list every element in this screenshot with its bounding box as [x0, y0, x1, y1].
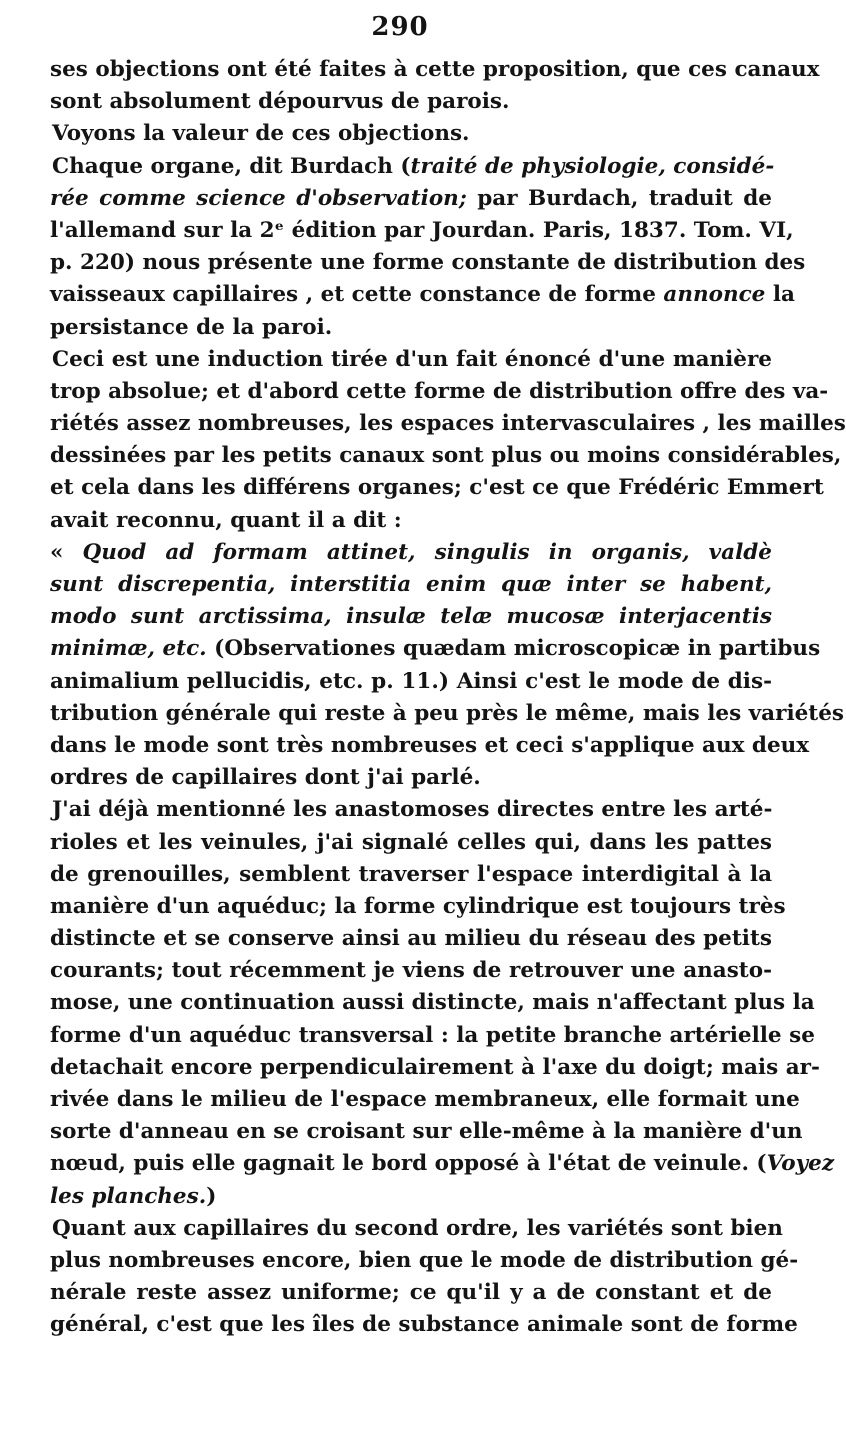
text-line	[50, 344, 772, 376]
text-line	[50, 1277, 772, 1309]
text-line	[50, 762, 772, 794]
italic-text: Voyez	[766, 1151, 835, 1177]
text-run: mose, une continuation aussi distincte, mais n'affectant plus la	[50, 990, 815, 1016]
text-run: vaisseaux capillaires , et cette constance de forme	[50, 282, 664, 308]
text-line	[50, 666, 772, 698]
text-run: p. 220) nous présente une forme constante de distribution des	[50, 250, 806, 276]
text-run: l'allemand sur la 2ᵉ édition par Jourdan. Paris, 1837. Tom. VI,	[50, 217, 794, 243]
text-line	[50, 827, 772, 859]
text-line	[50, 279, 795, 311]
text-line	[50, 891, 786, 923]
text-line	[50, 151, 775, 183]
body-text	[50, 54, 846, 1342]
text-run: manière d'un aquéduc; la forme cylindrique est toujours très	[50, 893, 786, 919]
text-line	[50, 794, 772, 826]
text-line	[50, 633, 821, 665]
text-run: Chaque organe, dit Burdach (	[52, 153, 411, 179]
text-run: forme d'un aquéduc transversal : la petite branche artérielle se	[50, 1022, 815, 1048]
text-run: distincte et se conserve ainsi au milieu du réseau des petits	[50, 926, 772, 952]
text-run: rivée dans le milieu de l'espace membraneux, elle formait une	[50, 1087, 800, 1112]
text-run: de grenouilles, semblent traverser l'espace interdigital à la	[50, 861, 772, 887]
italic-text: Quod ad formam attinet, singulis in organis, valdè	[82, 539, 772, 565]
text-run: (Observationes quædam microscopicæ in partibus	[206, 636, 821, 662]
text-run: tribution générale qui reste à peu près le même, mais les variétés	[50, 700, 844, 726]
text-line	[50, 1148, 835, 1180]
text-line	[50, 86, 772, 118]
text-run: général, c'est que les îles de substance animale sont de forme	[50, 1312, 798, 1338]
text-line	[50, 698, 844, 730]
text-run: J'ai déjà mentionné les anastomoses directes entre les arté-	[52, 797, 773, 823]
text-run: Voyons la valeur de ces objections.	[52, 121, 470, 147]
text-line	[50, 440, 842, 472]
text-line	[50, 183, 772, 215]
text-run: detachait encore perpendiculairement à l'axe du doigt; mais ar-	[50, 1054, 820, 1080]
text-run: avait reconnu, quant il a dit :	[50, 507, 402, 533]
text-run: la	[765, 282, 795, 308]
text-line	[50, 730, 810, 762]
text-run: ordres de capillaires dont j'ai parlé.	[50, 765, 481, 791]
text-line	[50, 54, 820, 86]
text-line	[50, 247, 806, 279]
text-line	[50, 376, 829, 408]
text-run: animalium pellucidis, etc. p. 11.) Ainsi c'est le mode de dis-	[50, 668, 772, 694]
italic-text: minimæ, etc.	[50, 636, 207, 662]
text-line	[50, 537, 772, 569]
text-line	[50, 1213, 783, 1245]
italic-text: annonce	[663, 282, 766, 308]
text-run: Quant aux capillaires du second ordre, les variétés sont bien	[52, 1215, 783, 1241]
text-run: nérale reste assez uniforme; ce qu'il y a de constant et de	[50, 1280, 772, 1306]
text-line	[50, 472, 824, 504]
text-line	[50, 312, 772, 344]
text-line	[50, 923, 772, 955]
text-run: trop absolue; et d'abord cette forme de distribution offre des va-	[50, 378, 829, 404]
text-run: dans le mode sont très nombreuses et ceci s'applique aux deux	[50, 732, 810, 758]
italic-text: sunt discrepentia, interstitia enim quæ inter se habent,	[50, 572, 772, 597]
text-run: nœud, puis elle gagnait le bord opposé à l'état de veinule. (	[50, 1151, 767, 1177]
text-run: par Burdach, traduit de	[466, 185, 772, 211]
text-line	[50, 408, 846, 440]
text-run: courants; tout récemment je viens de retrouver une anasto-	[50, 958, 772, 984]
text-line	[50, 601, 772, 633]
text-line	[50, 1309, 798, 1341]
page-number: 290	[371, 12, 429, 42]
text-line	[50, 505, 772, 537]
text-run: et cela dans les différens organes; c'est ce que Frédéric Emmert	[50, 475, 824, 501]
text-line	[50, 1245, 799, 1277]
italic-text: modo sunt arctissima, insulæ telæ mucosæ interjacentis	[50, 604, 772, 630]
text-run: dessinées par les petits canaux sont plus ou moins considérables,	[50, 443, 842, 469]
text-run: «	[50, 539, 83, 565]
text-line	[50, 118, 772, 150]
text-run: Ceci est une induction tirée d'un fait énoncé d'une manière	[52, 346, 772, 372]
text-run: sont absolument dépourvus de parois.	[50, 89, 510, 115]
text-run: rioles et les veinules, j'ai signalé celles qui, dans les pattes	[50, 829, 772, 855]
text-line	[50, 215, 794, 247]
text-run: persistance de la paroi.	[50, 314, 333, 340]
italic-text: les planches.	[50, 1183, 207, 1209]
text-run: riétés assez nombreuses, les espaces intervasculaires , les mailles	[50, 411, 846, 437]
text-run: plus nombreuses encore, bien que le mode de distribution gé-	[50, 1247, 799, 1273]
text-line	[50, 1084, 800, 1116]
text-line	[50, 859, 772, 891]
text-line	[50, 1020, 815, 1052]
text-run: sorte d'anneau en se croisant sur elle-même à la manière d'un	[50, 1119, 803, 1145]
italic-text: traité de physiologie, considé-	[410, 153, 775, 179]
text-line	[50, 987, 815, 1019]
text-line	[50, 1052, 820, 1084]
text-line	[50, 1116, 803, 1148]
text-line	[50, 569, 772, 601]
italic-text: rée comme science d'observation;	[50, 185, 467, 211]
text-line	[50, 955, 772, 987]
text-run: )	[206, 1183, 217, 1209]
text-line	[50, 1181, 772, 1213]
text-run: ses objections ont été faites à cette proposition, que ces canaux	[50, 57, 820, 82]
